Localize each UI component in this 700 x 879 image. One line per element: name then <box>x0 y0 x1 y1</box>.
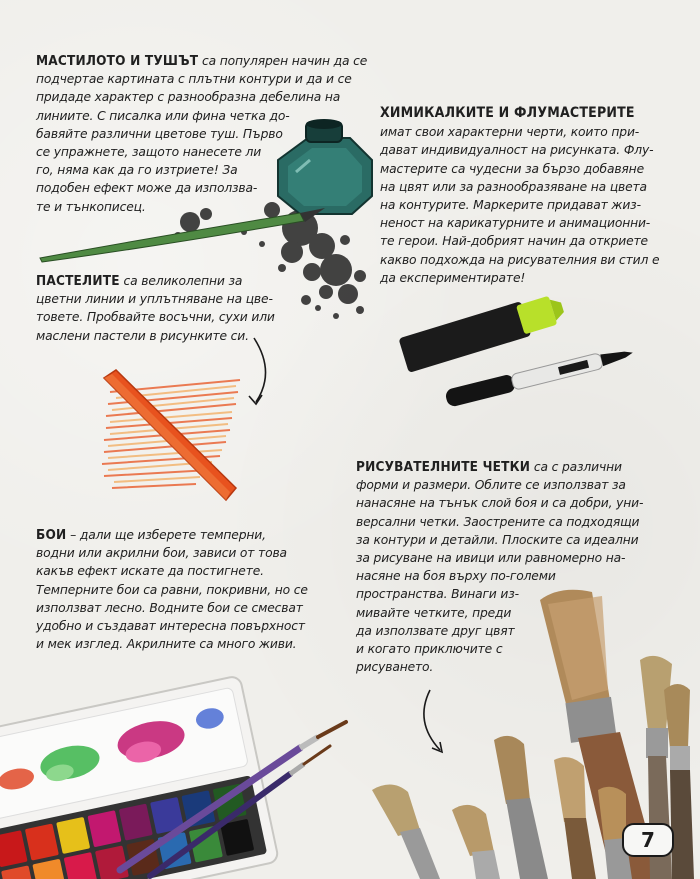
ink-line: са популярен начин да се <box>198 54 368 68</box>
brushes-line: мивайте четките, преди <box>356 605 512 620</box>
markers-heading: ХИМИКАЛКИТЕ И ФЛУМАСТЕРИТЕ <box>380 105 635 121</box>
page-number: 7 <box>622 823 674 857</box>
brushes-heading: РИСУВАТЕЛНИТЕ ЧЕТКИ <box>356 459 531 475</box>
markers-line: мастерите са чудесни за бързо добавяне <box>380 161 644 176</box>
paints-line: удобно и създават интересна повърхност <box>36 619 305 634</box>
markers-line: какво подхожда на рисувателния ви стил е <box>380 252 660 267</box>
markers-line: имат свои характерни черти, които при- <box>380 125 640 140</box>
markers-line: неност на карикатурните и анимационни- <box>380 216 651 231</box>
brushes-line: нанасяне на тънък слой боя и са добри, уни- <box>356 496 644 511</box>
brushes-line: рисуването. <box>356 660 434 675</box>
brushes-line: пространства. Винаги из- <box>356 587 519 602</box>
paints-line: какъв ефект искате да постигнете. <box>36 564 264 579</box>
paints-line: използват лесно. Водните бои се смесват <box>36 600 303 615</box>
pastels-line: маслени пастели в рисунките си. <box>36 328 249 343</box>
paints-line: водни или акрилни бои, зависи от това <box>36 546 287 561</box>
markers-line: на контурите. Маркерите придават жиз- <box>380 198 641 213</box>
ink-line: придаде характер с разнообразна дебелина на <box>36 90 341 105</box>
brushes-line: версални четки. Заострените са подходящи <box>356 514 640 529</box>
pastels-line: са великолепни за <box>119 274 243 288</box>
ink-heading: МАСТИЛОТО И ТУШЪТ <box>36 53 199 69</box>
brushes-line: за контури и детайли. Плоските са идеални <box>356 532 639 547</box>
brushes-line: насяне на боя върху по-големи <box>356 569 556 584</box>
ink-line: го, няма как да го изтриете! За <box>36 163 238 178</box>
pastels-line: цветни линии и уплътняване на цве- <box>36 292 273 307</box>
markers-line: те герои. Най-добрият начин да откриете <box>380 234 648 249</box>
ink-line: линиите. С писалка или фина четка до- <box>36 108 290 123</box>
brushes-line: са с различни <box>530 460 622 474</box>
ink-line: бавяйте различни цветове туш. Първо <box>36 126 283 141</box>
paints-line: Темперните бои са равни, покривни, но се <box>36 582 308 597</box>
pastels-line: товете. Пробвайте восъчни, сухи или <box>36 310 275 325</box>
ink-line: се упражнете, защото нанесете ли <box>36 145 262 160</box>
brushes-line: форми и размери. Облите се използват за <box>356 478 626 493</box>
brushes-line: и когато приключите с <box>356 642 503 657</box>
curved-arrow-icon <box>424 690 440 750</box>
ink-line: подчертае картината с плътни контури и да и се <box>36 72 352 87</box>
brushes-line: да използвате друг цвят <box>356 623 515 638</box>
markers-line: да експериментирате! <box>380 270 526 285</box>
markers-line: дават индивидуалност на рисунката. Флу- <box>380 143 654 158</box>
paints-line: – дали ще изберете темперни, <box>66 528 266 542</box>
brushes-line: за рисуване на ивици или равномерно на- <box>356 551 626 566</box>
ink-line: подобен ефект може да използва- <box>36 181 258 196</box>
ink-line: те и тънкописец. <box>36 199 146 214</box>
pastels-heading: ПАСТЕЛИТЕ <box>36 273 120 289</box>
markers-line: на цвят или за разнообразяване на цвета <box>380 179 647 194</box>
paints-heading: БОИ <box>36 527 67 543</box>
paints-line: и мек изглед. Акрилните са много живи. <box>36 637 297 652</box>
